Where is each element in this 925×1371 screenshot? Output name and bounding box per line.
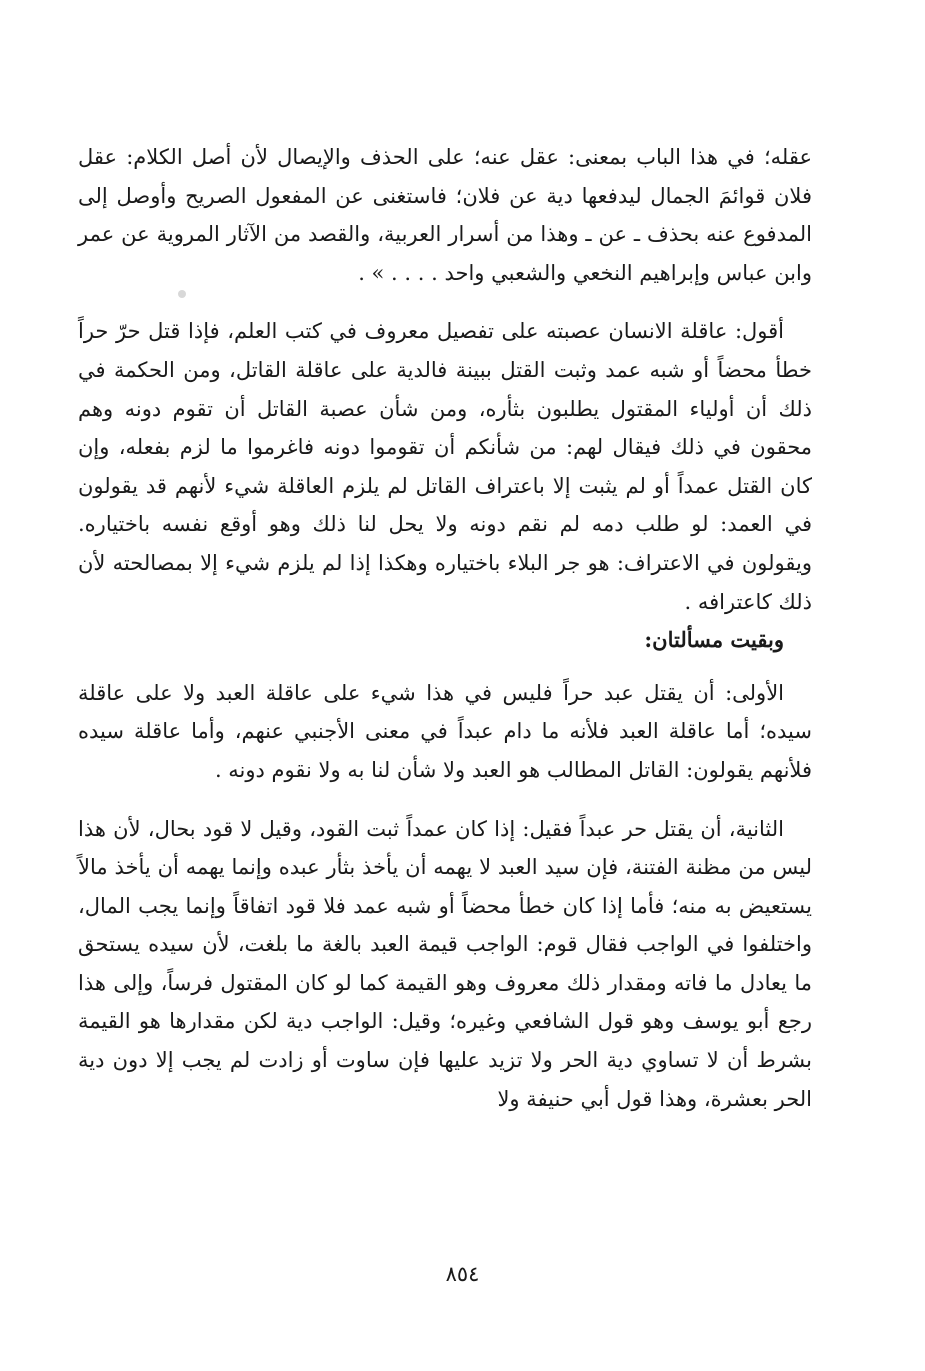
paragraph-continuation: عقله؛ في هذا الباب بمعنى: عقل عنه؛ على الحذف والإيصال لأن أصل الكلام: عقل فلان قوائمَ الجمال ليدفعها دية عن فلان؛ فاستغنى عن المفعول الصريح وأوصل إلى المدفوع عنه بحذف ـ عن ـ وهذا من أسرار العربية، والقصد من الآثار المروية عن عمر وابن عباس وإبراهيم النخعي والشعبي واحد . . . . » . bbox=[78, 145, 812, 285]
section-heading: وبقيت مسألتان: bbox=[644, 627, 784, 653]
paragraph-first-issue: الأولى: أن يقتل عبد حراً فليس في هذا شيء على عاقلة العبد ولا على عاقلة سيده؛ أما عاقلة العبد فلأنه ما دام عبداً في معنى الأجنبي عنهم، وأما عاقلة سيده فلأنهم يقولون: القاتل المطالب هو العبد ولا شأن لنا به ولا نقوم دونه . bbox=[78, 680, 812, 782]
page-number: ٨٥٤ bbox=[445, 1262, 480, 1286]
paragraph-aqool: أقول: عاقلة الانسان عصبته على تفصيل معروف في كتب العلم، فإذا قتل حرّ حراً خطأ محضاً أو شبه عمد وثبت القتل ببينة فالدية على عاقلة القاتل، ومن الحكمة في ذلك أن أولياء المقتول يطلبون بثأره، ومن شأن عصبة القاتل أن تقوم دونه وهم محقون في ذلك فيقال لهم: من شأنكم أن تقوموا دونه فاغرموا ما لزم بفعله، وإن كان القتل عمداً أو لم يثبت إلا باعتراف القاتل لم يلزم العاقلة شيء لأنهم قد يقولون في العمد: لو طلب دمه لم نقم دونه ولا يحل لنا ذلك وهو أوقع نفسه باختياره. ويقولون في الاعتراف: هو جر البلاء باختياره وهكذا إذا لم يلزم شيء إلا بمصالحته لأن ذلك كاعترافه . bbox=[78, 319, 812, 614]
paragraph-second-issue: الثانية، أن يقتل حر عبداً فقيل: إذا كان عمداً ثبت القود، وقيل لا قود بحال، لأن هذا ليس من مظنة الفتنة، فإن سيد العبد لا يهمه أن يأخذ بثأر عبده وإنما يهمه أن يأخذ مالاً يستعيض به منه؛ فأما إذا كان خطأ محضاً أو شبه عمد فلا قود اتفاقاً وإنما يجب المال، واختلفوا في الواجب فقال قوم: الواجب قيمة العبد بالغة ما بلغت، لأن سيده يستحق ما يعادل ما فاته ومقدار ذلك معروف وهو القيمة كما لو كان المقتول فرساً، وإلى هذا رجع أبو يوسف وهو قول الشافعي وغيره؛ وقيل: الواجب دية لكن مقدارها هو القيمة بشرط أن لا تساوي دية الحر ولا تزيد عليها فإن ساوت أو زادت لم يجب إلا دون دية الحر بعشرة، وهذا قول أبي حنيفة ولا bbox=[78, 816, 812, 1111]
page-body bbox=[78, 138, 812, 1118]
scan-speck bbox=[178, 290, 186, 298]
